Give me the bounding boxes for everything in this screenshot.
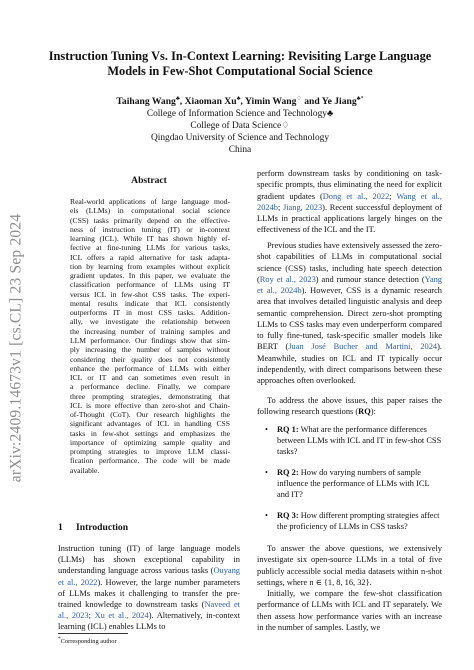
right-paragraph-5 [257,588,442,633]
abstract-line: els (LLMs) in computational social science [70,206,230,216]
paper-title [40,49,440,79]
author-affiliation-mark: ♣ [236,96,241,102]
citation-link[interactable]: Juan José Bucher and Martini, 2024 [288,342,438,352]
abstract-line: tasks in few-shot settings and emphasizes the [70,428,230,438]
footnote [58,636,117,645]
research-question-label: RQ 3: [277,511,299,520]
abstract-line: fication performance. The code will be made [70,456,230,466]
research-question-label: RQ 2: [277,468,299,477]
author-separator: , [179,96,185,108]
citation-separator: ; [277,202,283,212]
abstract-line: ICL or IT and can sometimes even result in [70,373,230,383]
abstract-line: a performance decline. Finally, we compare [70,382,230,392]
author-list [40,95,440,107]
body-text: Previous studies have extensively assessed the zero-shot capabilities of LLMs in computational social science (CSS) tasks, including hate speech detection ( [257,241,442,284]
body-text: ) and rumour stance detection ( [315,274,425,284]
abstract-line: fective at fine-tuning LLMs for various tasks, [70,243,230,253]
abstract-line: ICL offers a rapid alternative for task adapta- [70,252,230,262]
introduction-paragraph [58,543,240,633]
abstract-heading: Abstract [131,175,167,186]
author-name: Taihang Wang [116,96,176,108]
abstract-line: ness of instruction tuning (IT) or in-context [70,224,230,234]
affiliation-line: Qingdao University of Science and Technology [150,132,330,143]
affiliation-line: College of Information Science and Technology♣ [146,109,334,119]
abstract-line: outperforms IT in most CSS tasks. Addition- [70,308,230,318]
abstract-line: Real-world applications of large language mod- [70,197,230,206]
author-separator: , [240,96,245,108]
abstract-line: learning (ICL). While IT has shown highly ef- [70,234,230,244]
abstract-line: ally, we investigate the relationship between [70,317,230,327]
author-affiliation-mark: ♣* [356,96,364,102]
arxiv-identifier-stamp [3,200,29,495]
citation-link[interactable]: Xu et al., 2024 [94,611,149,621]
abstract-line: mental results indicate that ICL consistently [70,298,230,308]
body-text: ). Recent successful deployment of LLMs in practical applications largely hinges on the effectiveness of the ICL and the IT. [257,202,442,235]
abstract-line: gradient updates. In this paper, we evaluate the [70,271,230,281]
citation-link[interactable]: Roy et al., 2023 [259,274,316,284]
abstract-line: tion by learning from examples without explicit [70,261,230,271]
body-text: ). Meanwhile, studies on ICL and IT typically occur independently, with direct comparisons between these approaches often overlooked. [257,342,442,385]
research-questions-abbrev: RQ [358,407,371,417]
abstract-line: (CSS) tasks primarily depend on the effective- [70,215,230,225]
section-number: 1 [58,522,63,533]
affiliation-line: College of Data Science♢ [190,120,290,131]
abstract-line: the increasing number of training samples and [70,326,230,336]
abstract-line: three prompting strategies, demonstrating that [70,391,230,401]
citation-link[interactable]: Jiang, 2023 [282,202,323,212]
body-text: perform downstream tasks by conditioning on task-specific prompts, thus eliminating the need for explicit gradient updates ( [257,169,442,201]
footnote-divider [58,633,128,634]
abstract-line: enhance the performance of LLMs with either [70,363,230,373]
right-paragraph-4 [257,543,442,588]
section-title: Introduction [76,522,129,533]
citation-separator: ; [88,611,95,621]
affiliation-line: China [228,144,252,155]
bullet-icon: • [265,468,268,477]
citation-link[interactable]: Wang et al., 2024b [257,191,442,212]
abstract-line: importance of optimizing sample quality and [70,437,230,447]
author-name: Yimin Wang [244,96,297,108]
citation-link[interactable]: Dong et al., 2022 [322,191,390,201]
research-question-body: What are the performance differences between LLMs with ICL and IT in few-shot CSS tasks? [277,425,442,457]
abstract-line: LLM performance. Our findings show that sim- [70,335,230,345]
right-paragraph-2 [257,240,442,386]
author-name: Ye Jiang [321,96,357,108]
body-text: ). However, CSS is a dynamic research area that involves detailed linguistic analysis and deep semantic comprehension. Direct zero-shot prompting LLMs to CSS tasks may even underperform compared to fully fine-tuned, task-specific smaller models like BERT ( [257,286,442,352]
right-paragraph-1 [257,168,442,236]
abstract-line: prompting strategies to improve LLM classi- [70,447,230,457]
research-question-text [277,467,442,501]
intro-text: Instruction tuning (IT) of large language models (LLMs) has shown exceptional capability in understanding language across various tasks ( [58,544,240,576]
research-question-text [277,510,442,532]
section-heading-introduction [58,522,128,533]
arxiv-identifier-text: arXiv:2409.14673v1 [cs.CL] 23 Sep 2024 [7,213,24,482]
abstract-line: versus ICL in few-shot CSS tasks. The experi- [70,289,230,299]
research-question-body: How different prompting strategies affect the proficiency of LLMs in CSS tasks? [277,511,440,532]
intro-text: ). However, the large number parameters of LLMs makes it challenging to transfer the pre-trained knowledge to downstream tasks ( [58,577,240,610]
author-name: Xiaoman Xu [184,96,237,108]
abstract-line: ICL is more effective than zero-shot and Chain- [70,400,230,410]
abstract-line: considering their quality does not consistently [70,354,230,364]
abstract-body [70,197,230,475]
paper-title-line-2: Models in Few-Shot Computational Social Science [107,64,373,78]
author-affiliation-mark: ♢ [296,96,302,102]
intro-text: ). Alternatively, in-context learning (ICL) enables LLMs to [58,611,241,632]
abstract-line: ply increasing the number of samples without [70,345,230,355]
paper-title-line-1: Instruction Tuning Vs. In-Context Learning: Revisiting Large Language [48,49,432,63]
affiliations [40,109,440,157]
author-separator: and [301,96,322,108]
bullet-icon: • [265,511,268,520]
research-question-body: How do varying numbers of sample influence the performance of LLMs with ICL and IT? [277,468,430,500]
abstract-line: classification performance of LLMs using IT [70,280,230,290]
bullet-icon: • [265,425,268,434]
research-question-label: RQ 1: [277,425,299,434]
abstract-line: significant advantages of ICL in handling CSS [70,419,230,429]
citation-link[interactable]: Naveed et al., 2023 [58,600,240,621]
footnote-text: Corresponding author [60,638,117,646]
author-affiliation-mark: ♣ [175,96,180,102]
citation-link[interactable]: Ouyang et al., 2022 [58,566,240,587]
research-question-text [277,424,442,458]
citation-separator: ; [389,191,397,201]
citation-link[interactable]: Yang et al., 2024b [257,274,442,295]
abstract-line: of-Thought (CoT). Our research highlights the [70,410,230,420]
body-text: To address the above issues, this paper raises the following research questions ( [257,396,442,417]
footnote-mark: * [58,636,61,642]
body-text: Initially, we compare the few-shot classification performance of LLMs with ICL and IT separately. We then assess how performance varies with an increase in the number of samples. Lastly, we [257,589,442,632]
right-paragraph-3 [257,395,442,418]
body-text: ): [370,407,376,417]
body-text: To answer the above questions, we extensively investigate six open-source LLMs in a total of five publicly accessible social media datasets within n-shot settings, where n ∈ {1, 8, 16, 32}. [257,544,442,587]
abstract-line: available. [70,465,100,475]
